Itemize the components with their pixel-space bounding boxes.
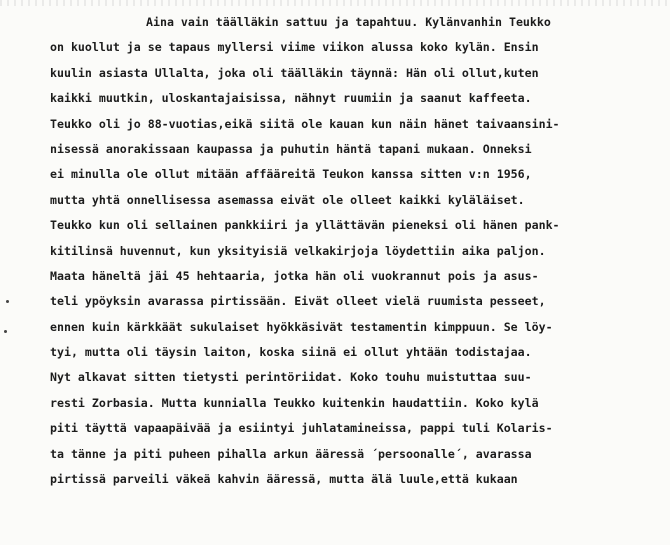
text-line: Nyt alkavat sitten tietysti perintöriidat. Koko touhu muistuttaa suu- bbox=[50, 370, 532, 385]
text-line: pirtissä parveili väkeä kahvin ääressä, mutta älä luule,että kukaan bbox=[50, 472, 518, 487]
text-line: on kuollut ja se tapaus myllersi viime viikon alussa koko kylän. Ensin bbox=[50, 40, 539, 55]
text-line: ta tänne ja piti puheen pihalla arkun ääressä ´persoonalle´, avarassa bbox=[50, 446, 532, 461]
text-line: mutta yhtä onnellisessa asemassa eivät ole olleet kaikki kyläläiset. bbox=[50, 192, 525, 207]
text-line: resti Zorbasia. Mutta kunnialla Teukko kuitenkin haudattiin. Koko kylä bbox=[50, 395, 539, 410]
margin-speck bbox=[6, 300, 9, 303]
text-line: ennen kuin kärkkäät sukulaiset hyökkäsivät testamentin kimppuun. Se löy- bbox=[50, 319, 553, 334]
text-line: ei minulla ole ollut mitään affääreitä Teukon kanssa sitten v:n 1956, bbox=[50, 167, 532, 182]
text-line: teli ypöyksin avarassa pirtissään. Eivät olleet vielä ruumista pesseet, bbox=[50, 294, 546, 309]
text-line: kitilinsä huvennut, kun yksityisiä velkakirjoja löydettiin aika paljon. bbox=[50, 243, 546, 258]
text-line: Aina vain täälläkin sattuu ja tapahtuu. Kylänvanhin Teukko bbox=[146, 15, 551, 29]
text-line: piti täyttä vapaapäivää ja esiintyi juhlatamineissa, pappi tuli Kolaris- bbox=[50, 421, 553, 436]
margin-speck bbox=[4, 330, 7, 333]
text-line: Teukko kun oli sellainen pankkiiri ja yllättävän pieneksi oli hänen pank- bbox=[50, 218, 560, 233]
text-line: tyi, mutta oli täysin laiton, koska siinä ei ollut yhtään todistajaa. bbox=[50, 345, 532, 360]
text-line: Maata häneltä jäi 45 hehtaaria, jotka hän oli vuokrannut pois ja asus- bbox=[50, 268, 539, 283]
letter-body bbox=[50, 10, 660, 492]
text-line: nisessä anorakissaan kaupassa ja puhutin häntä tapani mukaan. Onneksi bbox=[50, 141, 532, 156]
scan-edge-noise bbox=[0, 0, 670, 6]
text-line: kuulin asiasta Ullalta, joka oli täälläkin täynnä: Hän oli ollut,kuten bbox=[50, 65, 539, 80]
text-line: kaikki muutkin, uloskantajaisissa, nähnyt ruumiin ja saanut kaffeeta. bbox=[50, 91, 532, 106]
text-line: Teukko oli jo 88-vuotias,eikä siitä ole kauan kun näin hänet taivaansini- bbox=[50, 116, 560, 131]
